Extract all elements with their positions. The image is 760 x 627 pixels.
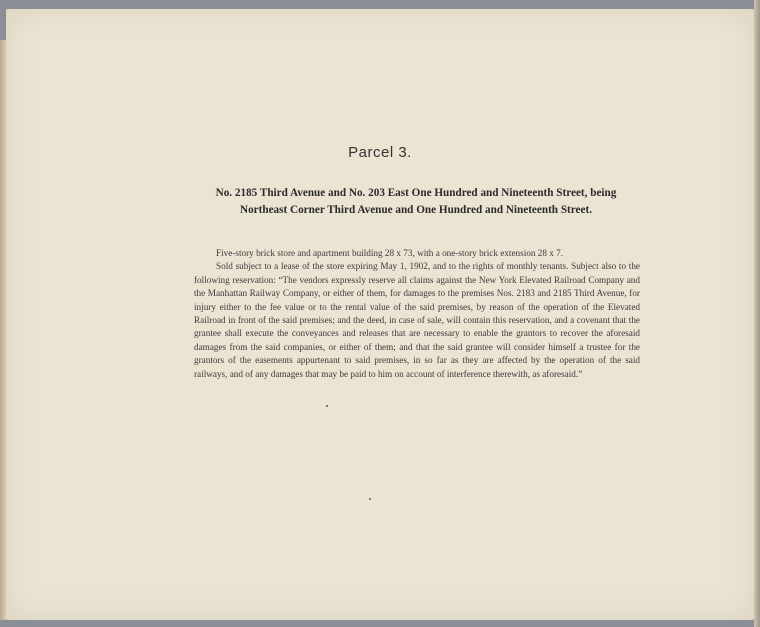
- paper-speck: [369, 498, 371, 500]
- parcel-title: Parcel 3.: [348, 144, 412, 161]
- property-description: [194, 247, 640, 381]
- paper-speck: [326, 405, 328, 407]
- lease-reservation-text: Sold subject to a lease of the store expiring May 1, 1902, and to the rights of monthly tenants. Subject also to the following reservation: “The vendors expressly reserve all claims against the New York Elevated Railroad Company and the Manhattan Railway Company, or either of them, for damages to the premises Nos. 2183 and 2185 Third Avenue, for injury either to the fee value or to the rental value of the said premises, by reason of the operation of the Elevated Railroad in front of the said premises; and the deed, in case of sale, will contain this reservation, and a covenant that the grantee shall execute the conveyances and releases that are necessary to enable the grantors to recover the aforesaid damages from the said companies, or either of them; and that the said grantee will consider himself a trustee for the grantors of the easements appurtenant to said premises, in so far as they are affected by the operation of the said railways, and of any damages that may be paid to him on account of interference therewith, as aforesaid.”: [194, 261, 640, 379]
- book-right-edge: [754, 0, 760, 627]
- building-description: Five-story brick store and apartment building 28 x 73, with a one-story brick extension 28 x 7.: [216, 248, 564, 258]
- property-heading: No. 2185 Third Avenue and No. 203 East One Hundred and Nineteenth Street, being Northeast Corner Third Avenue and One Hundred and Nineteenth Street.: [215, 187, 617, 216]
- document-page: [6, 9, 754, 620]
